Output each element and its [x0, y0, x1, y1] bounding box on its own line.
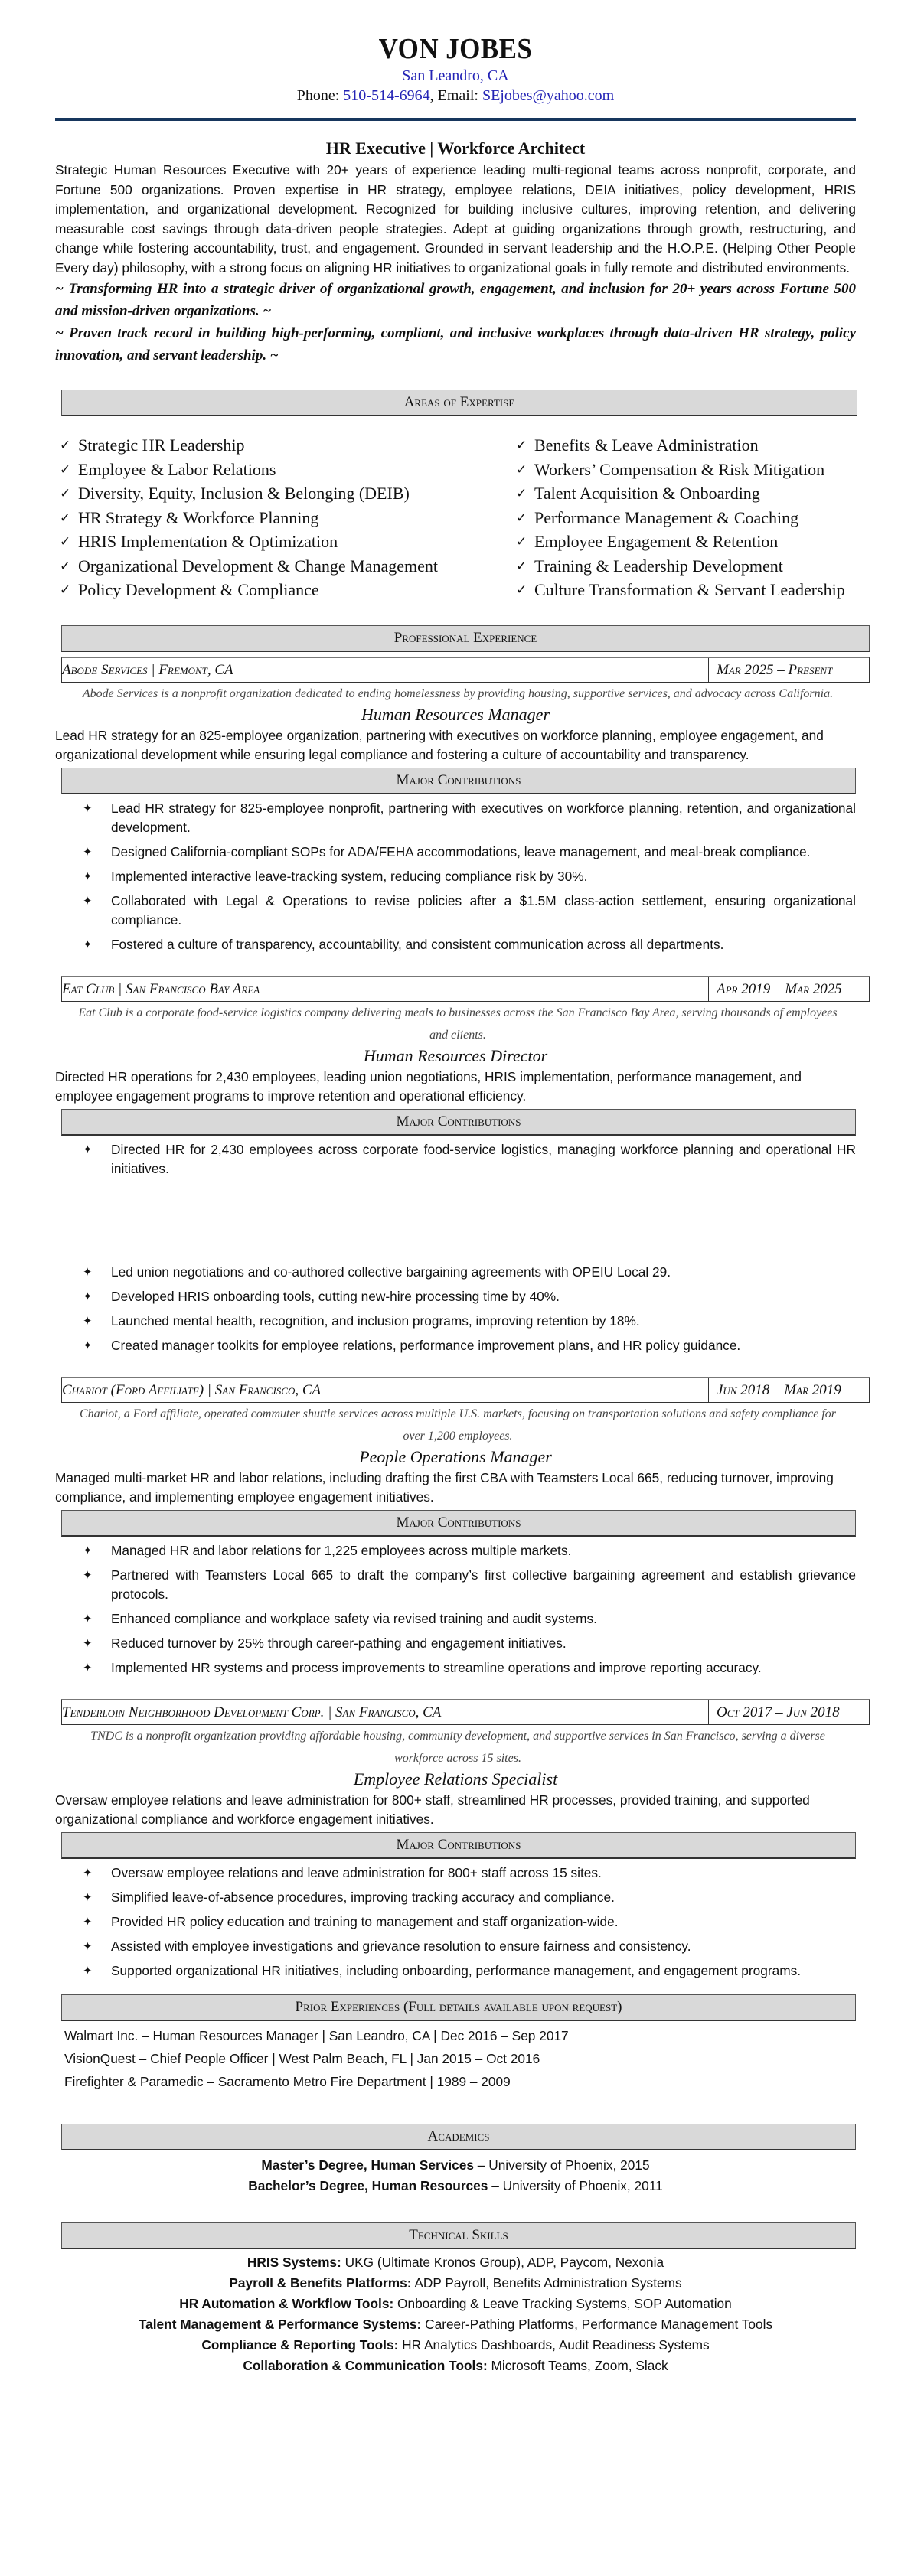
- contribution-item: [83, 1336, 856, 1355]
- check-icon: ✓: [60, 438, 71, 452]
- skill-category: Payroll & Benefits Platforms:: [229, 2274, 412, 2291]
- academics-list: [55, 2155, 856, 2196]
- contribution-text: Fostered a culture of transparency, accountability, and consistent communication across all departments.: [111, 936, 724, 952]
- skill-values: Onboarding & Leave Tracking Systems, SOP Automation: [393, 2295, 732, 2311]
- bullet-diamond-icon: ✦: [83, 1939, 93, 1953]
- expertise-item: [60, 481, 516, 506]
- job-entry: [55, 1699, 856, 1981]
- contribution-text: Led union negotiations and co-authored collective bargaining agreements with OPEIU Local 29.: [111, 1264, 671, 1280]
- job-dates: Jun 2018 – Mar 2019: [708, 1378, 869, 1402]
- contribution-item: [83, 1888, 856, 1907]
- contribution-item: [83, 867, 856, 886]
- bullet-diamond-icon: ✦: [83, 845, 93, 859]
- expertise-item: [60, 578, 516, 602]
- expertise-label: Employee Engagement & Retention: [534, 532, 779, 551]
- job-title: Employee Relations Specialist: [353, 1769, 558, 1789]
- section-heading-contributions: Major Contributions: [61, 1109, 856, 1136]
- bullet-diamond-icon: ✦: [83, 1915, 93, 1929]
- company-description: Abode Services is a nonprofit organization dedicated to ending homelessness by providing housing, supportive services, and advocacy across California.: [82, 686, 834, 700]
- contribution-text: Designed California-compliant SOPs for ADA/FEHA accommodations, leave management, and meal-break compliance.: [111, 843, 811, 859]
- bullet-diamond-icon: ✦: [83, 1265, 93, 1279]
- expertise-label: Workers’ Compensation & Risk Mitigation: [534, 459, 825, 479]
- expertise-label: Employee & Labor Relations: [78, 459, 276, 479]
- skill-category: Talent Management & Performance Systems:: [138, 2316, 422, 2332]
- job-dates: Oct 2017 – Jun 2018: [708, 1700, 869, 1724]
- check-icon: ✓: [516, 486, 527, 501]
- contribution-text: Enhanced compliance and workplace safety via revised training and audit systems.: [111, 1610, 597, 1626]
- contribution-item: [83, 1609, 856, 1629]
- bullet-diamond-icon: ✦: [83, 801, 93, 815]
- skill-line: [55, 2273, 856, 2294]
- contribution-text: Developed HRIS onboarding tools, cutting new-hire processing time by 40%.: [111, 1288, 560, 1304]
- prior-item: Walmart Inc. – Human Resources Manager | San Leandro, CA | Dec 2016 – Sep 2017: [64, 2027, 569, 2043]
- bullet-diamond-icon: ✦: [83, 1143, 93, 1156]
- skill-line: [55, 2356, 856, 2376]
- expertise-label: HRIS Implementation & Optimization: [78, 532, 338, 551]
- job-entry: [55, 976, 856, 1355]
- expertise-label: Policy Development & Compliance: [78, 580, 319, 599]
- check-icon: ✓: [516, 582, 527, 597]
- job-company: Tenderloin Neighborhood Development Corp. | San Francisco, CA: [62, 1704, 442, 1720]
- contribution-item: [83, 843, 856, 862]
- job-summary: Managed multi-market HR and labor relations, including drafting the first CBA with Teamsters Local 665, reducing turnover, improving compliance, and implementing employee engagement initiatives.: [55, 1469, 834, 1505]
- job-summary: Lead HR strategy for an 825-employee organization, partnering with executives on workforce planning, employee engagement, and organizational development while ensuring legal compliance and fostering a culture of accountability and transparency.: [55, 727, 824, 762]
- phone-label: Phone:: [296, 87, 344, 104]
- prior-item: VisionQuest – Chief People Officer | West Palm Beach, FL | Jan 2015 – Oct 2016: [64, 2050, 540, 2066]
- job-summary: Oversaw employee relations and leave administration for 800+ staff, streamlined HR processes, provided training, and supported organizational compliance and workforce engagement initiatives.: [55, 1792, 810, 1827]
- section-heading-contributions: Major Contributions: [61, 1510, 856, 1537]
- expertise-item: [516, 554, 856, 579]
- bullet-diamond-icon: ✦: [83, 869, 93, 883]
- job-list: [55, 657, 856, 1981]
- contact-line: [55, 86, 856, 106]
- expertise-item: [60, 506, 516, 530]
- prior-list: [64, 2024, 856, 2093]
- check-icon: ✓: [516, 510, 527, 525]
- skill-category: Collaboration & Communication Tools:: [243, 2357, 488, 2373]
- skill-values: ADP Payroll, Benefits Administration Systems: [411, 2274, 682, 2291]
- contribution-item: [83, 1937, 856, 1956]
- profile-tagline: ~ Proven track record in building high-performing, compliant, and inclusive workplaces through data-driven HR strategy, policy innovation, and servant leadership. ~: [55, 325, 856, 364]
- contributions-list: [55, 799, 856, 954]
- check-icon: ✓: [60, 534, 71, 549]
- expertise-label: HR Strategy & Workforce Planning: [78, 507, 319, 527]
- degree-line: [55, 2155, 856, 2176]
- job-header-row: [61, 657, 870, 683]
- skill-values: Career-Pathing Platforms, Performance Management Tools: [421, 2316, 773, 2332]
- expertise-label: Talent Acquisition & Onboarding: [534, 484, 760, 503]
- job-header-row: [61, 1377, 870, 1403]
- contribution-text: Managed HR and labor relations for 1,225 employees across multiple markets.: [111, 1542, 572, 1558]
- experience-section: [55, 625, 856, 1981]
- header-divider: [55, 118, 856, 121]
- contribution-text: Oversaw employee relations and leave administration for 800+ staff across 15 sites.: [111, 1864, 602, 1880]
- job-title: Human Resources Director: [363, 1045, 548, 1065]
- skill-values: UKG (Ultimate Kronos Group), ADP, Paycom, Nexonia: [341, 2254, 664, 2270]
- degree-school: – University of Phoenix, 2015: [474, 2157, 650, 2173]
- check-icon: ✓: [60, 461, 71, 477]
- degree-line: [55, 2176, 856, 2196]
- skill-line: [55, 2314, 856, 2335]
- section-heading-academics: Academics: [61, 2124, 856, 2150]
- job-header-row: [61, 1699, 870, 1725]
- skill-line: [55, 2335, 856, 2356]
- expertise-label: Performance Management & Coaching: [534, 507, 799, 527]
- contribution-item: [83, 1961, 856, 1981]
- contribution-text: Created manager toolkits for employee relations, performance improvement plans, and HR policy guidance.: [111, 1337, 741, 1353]
- contributions-list: [55, 1140, 856, 1355]
- bullet-diamond-icon: ✦: [83, 1314, 93, 1328]
- check-icon: ✓: [60, 558, 71, 573]
- section-heading-skills: Technical Skills: [61, 2222, 856, 2249]
- company-description: TNDC is a nonprofit organization providing affordable housing, community development, and supportive services in San Francisco, serving a diverse workforce across 15 sites.: [90, 1729, 825, 1765]
- prior-section: [55, 1994, 856, 2093]
- section-heading-prior: Prior Experiences (Full details available upon request): [61, 1994, 856, 2021]
- skills-section: [55, 2222, 856, 2376]
- skill-category: HRIS Systems:: [247, 2254, 341, 2270]
- contribution-text: Implemented HR systems and process improvements to streamline operations and improve reporting accuracy.: [111, 1659, 762, 1675]
- skill-values: Microsoft Teams, Zoom, Slack: [487, 2357, 668, 2373]
- profile-tagline: ~ Transforming HR into a strategic driver of organizational growth, engagement, and inclusion for 20+ years across Fortune 500 and mission-driven organizations. ~: [55, 281, 856, 319]
- bullet-diamond-icon: ✦: [83, 1568, 93, 1582]
- expertise-item: [516, 530, 856, 554]
- bullet-diamond-icon: ✦: [83, 1964, 93, 1978]
- expertise-item: [516, 578, 856, 602]
- contribution-item: [83, 1541, 856, 1560]
- contributions-list: [55, 1541, 856, 1678]
- bullet-diamond-icon: ✦: [83, 894, 93, 908]
- expertise-item: [60, 458, 516, 482]
- candidate-name: VON JOBES: [378, 33, 533, 65]
- contribution-text: Provided HR policy education and training to management and staff organization-wide.: [111, 1913, 619, 1929]
- contribution-item: [83, 799, 856, 837]
- profile-headline: HR Executive | Workforce Architect: [325, 139, 586, 158]
- contribution-item: [83, 1312, 856, 1331]
- skill-values: HR Analytics Dashboards, Audit Readiness Systems: [398, 2336, 710, 2353]
- contribution-text: Collaborated with Legal & Operations to revise policies after a $1.5M class-action settlement, ensuring organizational compliance.: [111, 892, 856, 928]
- expertise-item: [60, 554, 516, 579]
- expertise-grid: [60, 433, 856, 602]
- skills-list: [55, 2252, 856, 2376]
- section-heading-contributions: Major Contributions: [61, 1832, 856, 1859]
- contribution-item: [83, 1634, 856, 1653]
- expertise-item: [516, 458, 856, 482]
- expertise-label: Diversity, Equity, Inclusion & Belonging (DEIB): [78, 484, 410, 503]
- contribution-text: Partnered with Teamsters Local 665 to draft the company’s first collective bargaining agreement and establish grievance protocols.: [111, 1567, 856, 1602]
- check-icon: ✓: [516, 558, 527, 573]
- job-header-row: [61, 976, 870, 1002]
- expertise-label: Training & Leadership Development: [534, 556, 783, 576]
- contribution-text: Assisted with employee investigations and grievance resolution to ensure fairness and consistency.: [111, 1938, 691, 1954]
- contributions-list: [55, 1864, 856, 1981]
- job-title: Human Resources Manager: [361, 704, 550, 724]
- job-entry: [55, 1377, 856, 1678]
- job-summary: Directed HR operations for 2,430 employees, leading union negotiations, HRIS implementation, performance management, and employee engagement programs to improve retention and operational efficiency.: [55, 1068, 802, 1104]
- skill-category: Compliance & Reporting Tools:: [201, 2336, 399, 2353]
- job-company: Chariot (Ford Affiliate) | San Francisco, CA: [62, 1381, 322, 1398]
- contribution-item: [83, 1263, 856, 1282]
- academics-section: [55, 2124, 856, 2196]
- bullet-diamond-icon: ✦: [83, 1890, 93, 1904]
- degree-school: – University of Phoenix, 2011: [488, 2177, 663, 2193]
- expertise-item: [516, 506, 856, 530]
- check-icon: ✓: [60, 486, 71, 501]
- prior-item: Firefighter & Paramedic – Sacramento Metro Fire Department | 1989 – 2009: [64, 2073, 511, 2089]
- job-company: Eat Club | San Francisco Bay Area: [62, 980, 260, 997]
- job-dates: Mar 2025 – Present: [708, 658, 869, 682]
- candidate-location: San Leandro, CA: [402, 67, 509, 84]
- contribution-item: [83, 1566, 856, 1604]
- job-entry: [55, 657, 856, 954]
- resume-header: [55, 32, 856, 121]
- job-dates: Apr 2019 – Mar 2025: [708, 977, 869, 1001]
- contribution-item: [83, 1912, 856, 1932]
- email-link[interactable]: SEjobes@yahoo.com: [482, 87, 615, 104]
- expertise-label: Benefits & Leave Administration: [534, 435, 759, 455]
- expertise-item: [516, 481, 856, 506]
- contribution-text: Implemented interactive leave-tracking system, reducing compliance risk by 30%.: [111, 868, 588, 884]
- skill-line: [55, 2294, 856, 2314]
- section-heading-expertise: Areas of Expertise: [61, 390, 857, 416]
- bullet-diamond-icon: ✦: [83, 1866, 93, 1880]
- expertise-item: [60, 433, 516, 458]
- bullet-diamond-icon: ✦: [83, 1636, 93, 1650]
- contribution-text: Reduced turnover by 25% through career-pathing and engagement initiatives.: [111, 1635, 567, 1651]
- contribution-item: [83, 1864, 856, 1883]
- skill-category: HR Automation & Workflow Tools:: [179, 2295, 394, 2311]
- phone-link[interactable]: 510-514-6964: [343, 87, 430, 104]
- contribution-item: [83, 1658, 856, 1678]
- check-icon: ✓: [516, 438, 527, 452]
- bullet-diamond-icon: ✦: [83, 1661, 93, 1674]
- check-icon: ✓: [60, 510, 71, 525]
- contribution-item: [83, 935, 856, 954]
- expertise-item: [516, 433, 856, 458]
- contribution-text: Directed HR for 2,430 employees across corporate food-service logistics, managing workforce planning and operational HR initiatives.: [111, 1141, 856, 1176]
- contribution-text: Simplified leave-of-absence procedures, improving tracking accuracy and compliance.: [111, 1889, 615, 1905]
- degree-name: Master’s Degree, Human Services: [261, 2157, 474, 2173]
- section-heading-experience: Professional Experience: [61, 625, 870, 652]
- check-icon: ✓: [516, 461, 527, 477]
- check-icon: ✓: [60, 582, 71, 597]
- bullet-diamond-icon: ✦: [83, 1612, 93, 1625]
- contribution-item: [83, 1140, 856, 1179]
- bullet-diamond-icon: ✦: [83, 1544, 93, 1557]
- contribution-text: Lead HR strategy for 825-employee nonprofit, partnering with executives on workforce planning, retention, and organizational development.: [111, 800, 856, 835]
- expertise-label: Organizational Development & Change Management: [78, 556, 439, 576]
- expertise-item: [60, 530, 516, 554]
- expertise-label: Culture Transformation & Servant Leadership: [534, 580, 845, 599]
- job-title: People Operations Manager: [359, 1446, 552, 1466]
- job-company: Abode Services | Fremont, CA: [62, 661, 233, 678]
- email-label: , Email:: [429, 87, 482, 104]
- check-icon: ✓: [516, 534, 527, 549]
- contribution-text: Launched mental health, recognition, and inclusion programs, improving retention by 18%.: [111, 1312, 640, 1329]
- expertise-section: [55, 390, 856, 602]
- bullet-diamond-icon: ✦: [83, 1290, 93, 1303]
- bullet-diamond-icon: ✦: [83, 1339, 93, 1352]
- contribution-item: [83, 1287, 856, 1306]
- degree-name: Bachelor’s Degree, Human Resources: [248, 2177, 488, 2193]
- profile-section: [55, 138, 856, 367]
- company-description: Eat Club is a corporate food-service logistics company delivering meals to businesses across the San Francisco Bay Area, serving thousands of employees and clients.: [78, 1006, 838, 1042]
- contribution-item: [83, 892, 856, 930]
- contribution-text: Supported organizational HR initiatives, including onboarding, performance management, and engagement programs.: [111, 1962, 802, 1978]
- profile-summary: Strategic Human Resources Executive with 20+ years of experience leading multi-regional teams across nonprofit, corporate, and Fortune 500 organizations. Proven expertise in HR strategy, employee relations, DEIA initiatives, policy development, HRIS implementation, and organizational development. Recognized for building inclusive cultures, improving retention, and delivering measurable cost savings through data-driven people strategies. Adept at guiding organizations through growth, restructuring, and change while fostering accountability, trust, and engagement. Grounded in servant leadership and the H.O.P.E. (Helping Other People Every day) philosophy, with a strong focus on aligning HR initiatives to organizational goals in fully remote and distributed environments.: [55, 162, 856, 276]
- section-heading-contributions: Major Contributions: [61, 768, 856, 794]
- bullet-diamond-icon: ✦: [83, 937, 93, 951]
- company-description: Chariot, a Ford affiliate, operated commuter shuttle services across multiple U.S. markets, focusing on transportation solutions and safety compliance for over 1,200 employees.: [79, 1407, 837, 1443]
- skill-line: [55, 2252, 856, 2273]
- expertise-label: Strategic HR Leadership: [78, 435, 245, 455]
